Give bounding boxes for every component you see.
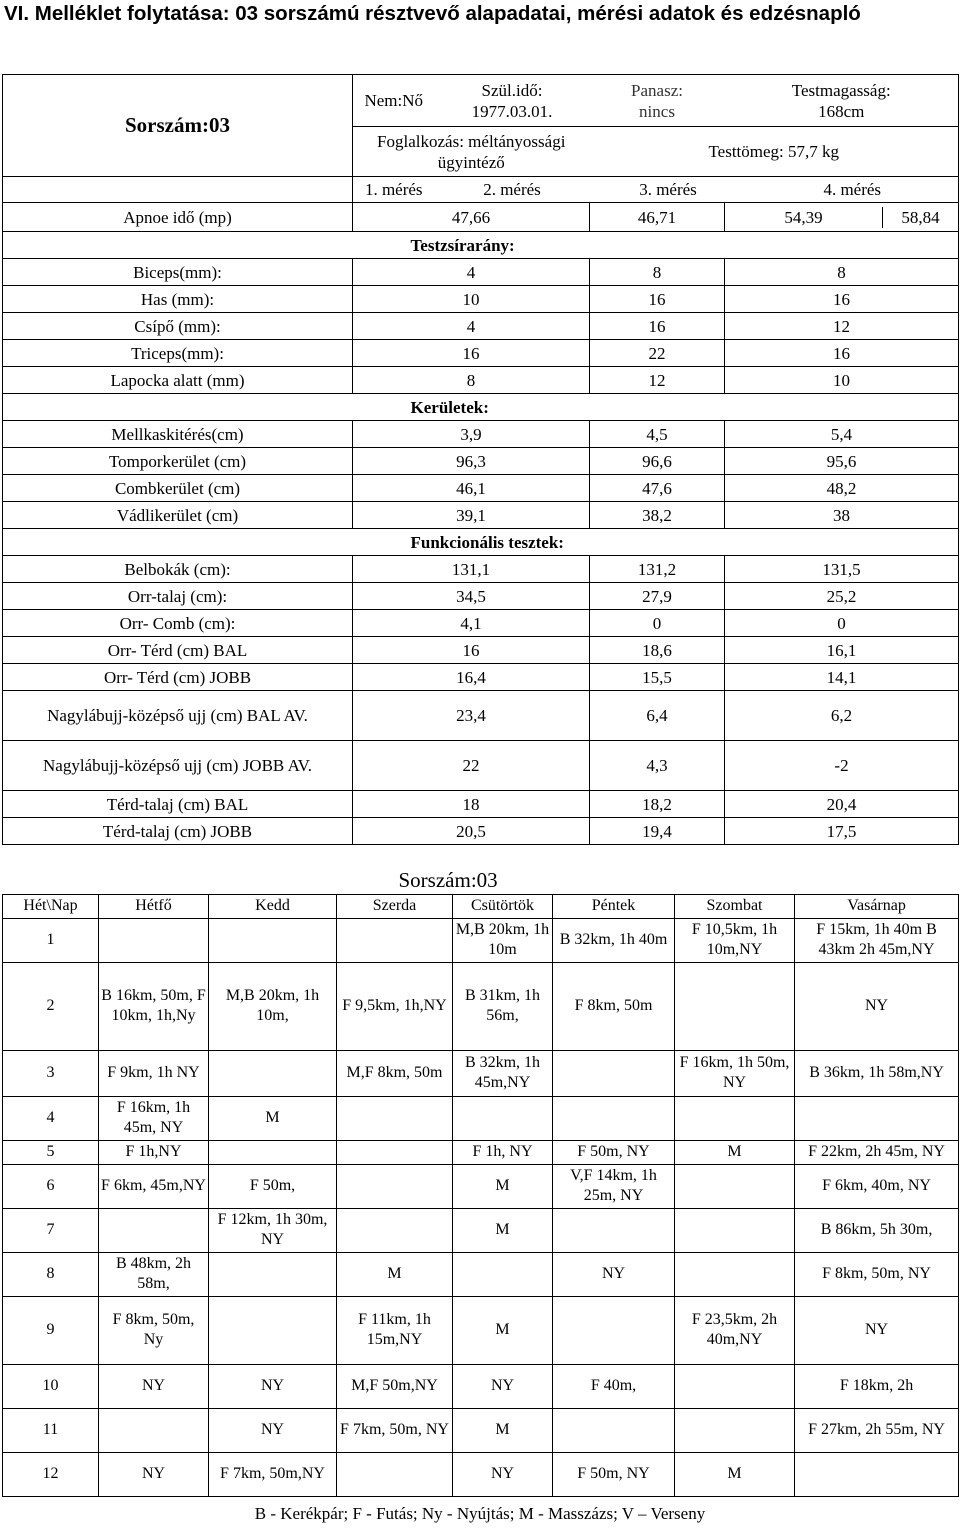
week-number: 2 [3, 962, 99, 1050]
week-number: 5 [3, 1140, 99, 1164]
measurement-row [3, 818, 959, 845]
section-title-row [3, 529, 959, 556]
row-label: Mellkaskitérés(cm) [3, 421, 353, 448]
diary-day-cell: M [453, 1408, 553, 1452]
value-cell: 0 [725, 610, 959, 637]
diary-day-cell: NY [99, 1452, 209, 1496]
diary-day-cell [553, 1208, 675, 1252]
weight-field: Testtömeg: 57,7 kg [590, 127, 959, 177]
measurement-row [3, 610, 959, 637]
measurement-row [3, 664, 959, 691]
value-cell: 10 [353, 286, 590, 313]
row-label: Vádlikerület (cm) [3, 502, 353, 529]
measurement-row [3, 791, 959, 818]
header-spacer [3, 177, 353, 203]
value-cell: 16 [353, 340, 590, 367]
diary-legend: B - Kerékpár; F - Futás; Ny - Nyújtás; M - Masszázs; V – Verseny [254, 1504, 706, 1523]
week-number: 3 [3, 1050, 99, 1096]
occupation-field: Foglalkozás: méltányossági ügyintéző [353, 127, 590, 177]
diary-day-cell [675, 1096, 795, 1140]
diary-day-cell: B 32km, 1h 40m [553, 918, 675, 962]
participant-id: Sorszám:03 [3, 75, 353, 177]
value-cell: 4,3 [590, 741, 725, 791]
diary-day-cell [337, 1164, 453, 1208]
diary-week-row [3, 1140, 959, 1164]
value-cell: 131,1 [353, 556, 590, 583]
diary-day-cell: F 8km, 50m [553, 962, 675, 1050]
week-number: 9 [3, 1296, 99, 1364]
measurement-header: 3. mérés [590, 177, 747, 203]
diary-day-cell: NY [453, 1452, 553, 1496]
diary-day-cell: M [453, 1164, 553, 1208]
measurement-row [3, 475, 959, 502]
value-cell: 47,66 [353, 203, 590, 232]
diary-day-cell [675, 1364, 795, 1408]
measurement-row [3, 421, 959, 448]
diary-day-cell: M [675, 1452, 795, 1496]
diary-day-cell: NY [553, 1252, 675, 1296]
diary-day-cell [337, 918, 453, 962]
measurement-row [3, 691, 959, 741]
height-field: Testmagasság: 168cm [725, 75, 959, 127]
section-title: Kerületek: [353, 394, 959, 421]
row-label: Has (mm): [3, 286, 353, 313]
value-cell: 4,5 [590, 421, 725, 448]
value-cell: 10 [725, 367, 959, 394]
diary-day-cell [553, 1050, 675, 1096]
diary-day-cell: NY [209, 1408, 337, 1452]
diary-day-cell: F 15km, 1h 40m B 43km 2h 45m,NY [795, 918, 959, 962]
value-cell: 47,6 [590, 475, 725, 502]
measurement-row [3, 313, 959, 340]
page-heading: VI. Melléklet folytatása: 03 sorszámú résztvevő alapadatai, mérési adatok és edzésnapló [4, 2, 861, 25]
diary-day-cell [675, 1208, 795, 1252]
diary-day-cell: NY [795, 1296, 959, 1364]
diary-day-cell: F 8km, 50m, NY [795, 1252, 959, 1296]
measurement-table [2, 74, 959, 845]
section-title-row [3, 394, 959, 421]
diary-column-header: Vasárnap [795, 894, 959, 918]
row-label: Térd-talaj (cm) JOBB [3, 818, 353, 845]
diary-day-cell: M,F 50m,NY [337, 1364, 453, 1408]
value-cell: 4 [353, 313, 590, 340]
value-cell: 23,4 [353, 691, 590, 741]
diary-week-row [3, 1296, 959, 1364]
diary-day-cell [99, 1408, 209, 1452]
diary-day-cell: V,F 14km, 1h 25m, NY [553, 1164, 675, 1208]
value-cell: 95,6 [725, 448, 959, 475]
week-number: 4 [3, 1096, 99, 1140]
diary-header-row [3, 894, 959, 918]
value-cell: 4,1 [353, 610, 590, 637]
value-cell: 20,5 [353, 818, 590, 845]
value-cell: 12 [725, 313, 959, 340]
training-diary-table [2, 866, 959, 1497]
value-cell: 16,1 [725, 637, 959, 664]
value-cell: 15,5 [590, 664, 725, 691]
value-cell: 6,2 [725, 691, 959, 741]
diary-day-cell: B 31km, 1h 56m, [453, 962, 553, 1050]
value-cell: 18 [353, 791, 590, 818]
value-cell: 131,2 [590, 556, 725, 583]
value-cell: 20,4 [725, 791, 959, 818]
measurement-row [3, 502, 959, 529]
diary-week-row [3, 1208, 959, 1252]
diary-day-cell: F 50m, NY [553, 1140, 675, 1164]
section-title-spacer [3, 394, 353, 421]
diary-day-cell [209, 1252, 337, 1296]
diary-day-cell: B 16km, 50m, F 10km, 1h,Ny [99, 962, 209, 1050]
section-title-spacer [3, 529, 353, 556]
diary-title: Sorszám:03 [99, 866, 959, 894]
diary-week-row [3, 1252, 959, 1296]
measurement-row [3, 741, 959, 791]
value-pair [725, 203, 959, 232]
value-cell: 39,1 [353, 502, 590, 529]
diary-day-cell [209, 1296, 337, 1364]
value-cell: 27,9 [590, 583, 725, 610]
measurement-row [3, 367, 959, 394]
row-label: Csípő (mm): [3, 313, 353, 340]
diary-day-cell [209, 1140, 337, 1164]
value-cell: 18,2 [590, 791, 725, 818]
diary-day-cell: M [675, 1140, 795, 1164]
value-cell: 16 [353, 637, 590, 664]
diary-day-cell: F 12km, 1h 30m, NY [209, 1208, 337, 1252]
diary-day-cell: F 18km, 2h [795, 1364, 959, 1408]
measurement-row [3, 259, 959, 286]
value-cell: 38,2 [590, 502, 725, 529]
value-cell: 0 [590, 610, 725, 637]
week-number: 10 [3, 1364, 99, 1408]
diary-day-cell [675, 1408, 795, 1452]
measurement-row [3, 340, 959, 367]
diary-week-row [3, 1408, 959, 1452]
diary-day-cell [453, 1252, 553, 1296]
diary-day-cell [209, 918, 337, 962]
diary-day-cell: F 1h,NY [99, 1140, 209, 1164]
complaint-field: Panasz: nincs [590, 75, 725, 127]
value-cell: 8 [353, 367, 590, 394]
row-label: Belbokák (cm): [3, 556, 353, 583]
value-cell: 17,5 [725, 818, 959, 845]
week-number: 11 [3, 1408, 99, 1452]
value-cell: -2 [725, 741, 959, 791]
diary-day-cell: F 40m, [553, 1364, 675, 1408]
diary-day-cell: F 6km, 45m,NY [99, 1164, 209, 1208]
diary-day-cell: F 50m, NY [553, 1452, 675, 1496]
value-cell: 8 [590, 259, 725, 286]
diary-day-cell [795, 1096, 959, 1140]
diary-day-cell: F 16km, 1h 50m, NY [675, 1050, 795, 1096]
diary-column-header: Hétfő [99, 894, 209, 918]
diary-column-header: Kedd [209, 894, 337, 918]
diary-day-cell [99, 1208, 209, 1252]
diary-day-cell [337, 1208, 453, 1252]
row-label: Triceps(mm): [3, 340, 353, 367]
value-cell: 19,4 [590, 818, 725, 845]
value-cell: 16 [725, 286, 959, 313]
diary-day-cell: M [209, 1096, 337, 1140]
diary-day-cell [453, 1096, 553, 1140]
diary-day-cell: NY [795, 962, 959, 1050]
row-label: Lapocka alatt (mm) [3, 367, 353, 394]
row-label: Orr-talaj (cm): [3, 583, 353, 610]
diary-day-cell [553, 1408, 675, 1452]
diary-day-cell [99, 918, 209, 962]
diary-day-cell: F 8km, 50m, Ny [99, 1296, 209, 1364]
measurement-row [3, 286, 959, 313]
week-number: 12 [3, 1452, 99, 1496]
diary-day-cell: M,B 20km, 1h 10m, [209, 962, 337, 1050]
measurement-header: 1. mérés [353, 177, 435, 203]
sections-body [3, 232, 959, 845]
value-cell: 46,1 [353, 475, 590, 502]
diary-day-cell: NY [209, 1364, 337, 1408]
diary-day-cell: M [453, 1296, 553, 1364]
diary-day-cell: F 11km, 1h 15m,NY [337, 1296, 453, 1364]
diary-day-cell: B 48km, 2h 58m, [99, 1252, 209, 1296]
row-label: Biceps(mm): [3, 259, 353, 286]
measurement-row [3, 583, 959, 610]
section-title-row [3, 232, 959, 259]
measurement-row [3, 637, 959, 664]
row-label: Nagylábujj-középső ujj (cm) BAL AV. [3, 691, 353, 741]
birth-date-field: Szül.idő: 1977.03.01. [435, 75, 590, 127]
value-cell: 16 [725, 340, 959, 367]
diary-column-header: Csütörtök [453, 894, 553, 918]
diary-day-cell [675, 962, 795, 1050]
value-cell: 38 [725, 502, 959, 529]
diary-week-row [3, 1096, 959, 1140]
diary-week-row [3, 1364, 959, 1408]
week-number: 1 [3, 918, 99, 962]
diary-week-row [3, 962, 959, 1050]
diary-day-cell: B 32km, 1h 45m,NY [453, 1050, 553, 1096]
value-cell: 25,2 [725, 583, 959, 610]
section-title-spacer [3, 232, 353, 259]
value-cell: 22 [353, 741, 590, 791]
diary-day-cell [209, 1050, 337, 1096]
diary-day-cell: F 1h, NY [453, 1140, 553, 1164]
diary-day-cell: F 10,5km, 1h 10m,NY [675, 918, 795, 962]
gender-field: Nem:Nő [353, 75, 435, 127]
value-cell: 14,1 [725, 664, 959, 691]
value-cell: 58,84 [901, 207, 940, 227]
row-label: Apnoe idő (mp) [3, 203, 353, 232]
value-cell: 6,4 [590, 691, 725, 741]
diary-day-cell [675, 1252, 795, 1296]
value-cell: 22 [590, 340, 725, 367]
week-number: 6 [3, 1164, 99, 1208]
measurement-row [3, 448, 959, 475]
value-cell: 16,4 [353, 664, 590, 691]
row-label: Combkerület (cm) [3, 475, 353, 502]
diary-day-cell: F 7km, 50m,NY [209, 1452, 337, 1496]
diary-title-spacer [3, 866, 99, 894]
diary-day-cell: NY [99, 1364, 209, 1408]
value-cell: 34,5 [353, 583, 590, 610]
value-cell: 3,9 [353, 421, 590, 448]
diary-day-cell [337, 1096, 453, 1140]
diary-day-cell: F 6km, 40m, NY [795, 1164, 959, 1208]
diary-column-header: Péntek [553, 894, 675, 918]
section-title: Testzsírarány: [353, 232, 959, 259]
diary-day-cell: F 7km, 50m, NY [337, 1408, 453, 1452]
diary-column-header: Hét\Nap [3, 894, 99, 918]
diary-day-cell: F 27km, 2h 55m, NY [795, 1408, 959, 1452]
value-cell: 4 [353, 259, 590, 286]
value-cell: 131,5 [725, 556, 959, 583]
week-number: 8 [3, 1252, 99, 1296]
measurement-header: 2. mérés [435, 177, 590, 203]
value-cell: 96,6 [590, 448, 725, 475]
diary-week-row [3, 1050, 959, 1096]
value-cell: 16 [590, 286, 725, 313]
diary-day-cell: F 50m, [209, 1164, 337, 1208]
row-label: Tomporkerület (cm) [3, 448, 353, 475]
diary-day-cell: M [453, 1208, 553, 1252]
diary-day-cell [553, 1296, 675, 1364]
diary-day-cell [795, 1452, 959, 1496]
measurement-header: 4. mérés [747, 177, 959, 203]
diary-day-cell: B 36km, 1h 58m,NY [795, 1050, 959, 1096]
diary-day-cell [553, 1096, 675, 1140]
value-cell: 96,3 [353, 448, 590, 475]
value-cell: 54,39 [725, 207, 883, 228]
value-cell: 16 [590, 313, 725, 340]
diary-body [3, 894, 959, 1496]
diary-week-row [3, 918, 959, 962]
diary-column-header: Szerda [337, 894, 453, 918]
diary-day-cell: B 86km, 5h 30m, [795, 1208, 959, 1252]
row-label: Orr- Térd (cm) JOBB [3, 664, 353, 691]
diary-day-cell [337, 1140, 453, 1164]
value-cell: 48,2 [725, 475, 959, 502]
diary-day-cell: NY [453, 1364, 553, 1408]
measurement-row [3, 556, 959, 583]
diary-day-cell: M,B 20km, 1h 10m [453, 918, 553, 962]
diary-day-cell: M [337, 1252, 453, 1296]
row-label: Nagylábujj-középső ujj (cm) JOBB AV. [3, 741, 353, 791]
diary-day-cell: M,F 8km, 50m [337, 1050, 453, 1096]
diary-day-cell: F 23,5km, 2h 40m,NY [675, 1296, 795, 1364]
diary-week-row [3, 1452, 959, 1496]
row-label: Orr- Térd (cm) BAL [3, 637, 353, 664]
diary-day-cell [675, 1164, 795, 1208]
row-label: Térd-talaj (cm) BAL [3, 791, 353, 818]
value-cell: 18,6 [590, 637, 725, 664]
diary-day-cell: F 9km, 1h NY [99, 1050, 209, 1096]
diary-day-cell: F 9,5km, 1h,NY [337, 962, 453, 1050]
diary-day-cell: F 16km, 1h 45m, NY [99, 1096, 209, 1140]
section-title: Funkcionális tesztek: [353, 529, 959, 556]
week-number: 7 [3, 1208, 99, 1252]
diary-day-cell [337, 1452, 453, 1496]
diary-week-row [3, 1164, 959, 1208]
diary-column-header: Szombat [675, 894, 795, 918]
value-cell: 8 [725, 259, 959, 286]
diary-day-cell: F 22km, 2h 45m, NY [795, 1140, 959, 1164]
value-cell: 12 [590, 367, 725, 394]
row-label: Orr- Comb (cm): [3, 610, 353, 637]
value-cell: 5,4 [725, 421, 959, 448]
value-cell: 46,71 [590, 203, 725, 232]
